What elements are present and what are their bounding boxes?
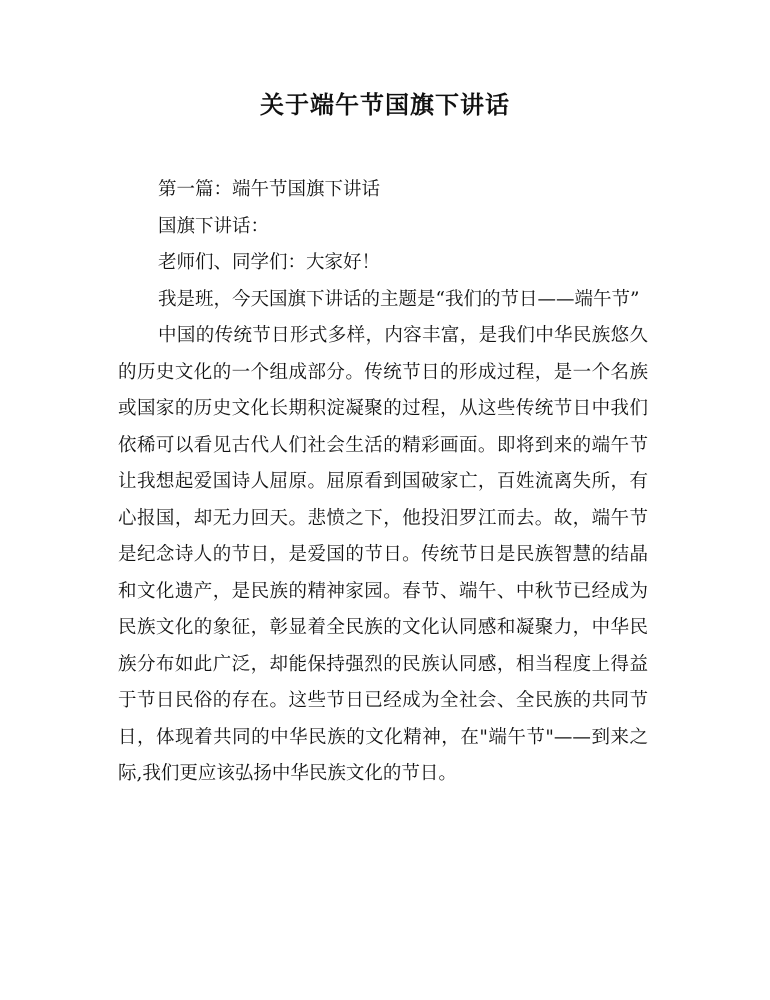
paragraph-topic: 我是班，今天国旗下讲话的主题是“我们的节日——端午节” — [158, 288, 640, 310]
document-title: 关于端午节国旗下讲话 — [260, 91, 510, 119]
paragraph-speech-label: 国旗下讲话： — [158, 215, 270, 237]
paragraph-section-heading: 第一篇：端午节国旗下讲话 — [158, 179, 381, 200]
paragraph-greeting: 老师们、同学们：大家好！ — [158, 252, 381, 273]
paragraph-main: 中国的传统节日形式多样，内容丰富，是我们中华民族悠久的历史文化的一个组成部分。传统节日的形成过程，是一个名族或国家的历史文化长期积淀凝聚的过程，从这些传统节日中我们依稀可以看见古代人们社会生活的精彩画面。即将到来的端午节让我想起爱国诗人屈原。屈原看到国破家亡，百姓流离失所，有心报国，却无力回天。悲愤之下，他投汨罗江而去。故，端午节是纪念诗人的节日，是爱国的节日。传统节日是民族智慧的结晶和文化遗产，是民族的精神家园。春节、端午、中秋节已经成为民族文化的象征，彰显着全民族的文化认同感和凝聚力，中华民族分布如此广泛，却能保持强烈的民族认同感，相当程度上得益于节日民俗的存在。这些节日已经成为全社会、全民族的共同节日，体现着共同的中华民族的文化精神，在"端午节"——到来之际,我们更应该弘扬中华民族文化的节日。 — [118, 325, 648, 784]
document-body — [118, 172, 648, 793]
